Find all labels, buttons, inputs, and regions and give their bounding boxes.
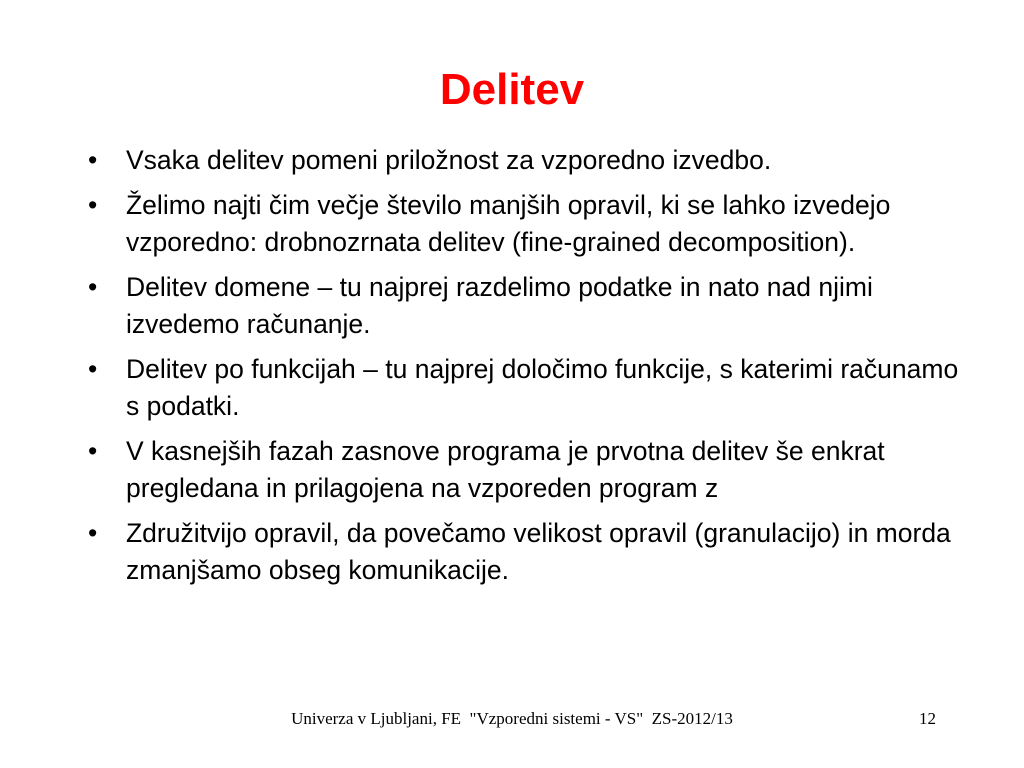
bullet-item <box>88 187 968 262</box>
bullet-marker: • <box>88 517 98 548</box>
bullet-text: Vsaka delitev pomeni priložnost za vzporedno izvedbo. <box>126 145 772 175</box>
bullet-text: Združitvijo opravil, da povečamo velikost opravil (granulacijo) in morda zmanjšamo obseg komunikacije. <box>126 517 951 585</box>
slide-title: Delitev <box>439 65 585 114</box>
slide-footer <box>0 708 1024 730</box>
bullet-item <box>88 515 968 590</box>
bullet-marker: • <box>88 271 98 302</box>
bullet-item <box>88 433 968 508</box>
footer-text: Univerza v Ljubljani, FE "Vzporedni sistemi - VS" ZS-2012/13 <box>291 709 733 728</box>
bullet-list <box>88 142 968 597</box>
bullet-marker: • <box>88 189 98 220</box>
bullet-marker: • <box>88 435 98 466</box>
bullet-text: Želimo najti čim večje število manjših opravil, ki se lahko izvedejo vzporedno: drobnozrnata delitev (fine-grained decomposition). <box>126 189 891 257</box>
bullet-marker: • <box>88 353 98 384</box>
bullet-text: Delitev domene – tu najprej razdelimo podatke in nato nad njimi izvedemo računanje. <box>126 271 873 339</box>
bullet-item <box>88 269 968 344</box>
bullet-text: Delitev po funkcijah – tu najprej določimo funkcije, s katerimi računamo s podatki. <box>126 353 959 421</box>
page-number: 12 <box>919 709 936 728</box>
bullet-marker: • <box>88 145 98 175</box>
bullet-item <box>88 351 968 426</box>
bullet-text: V kasnejših fazah zasnove programa je prvotna delitev še enkrat pregledana in prilagojena na vzporeden program z <box>126 435 885 503</box>
bullet-item <box>88 142 968 180</box>
